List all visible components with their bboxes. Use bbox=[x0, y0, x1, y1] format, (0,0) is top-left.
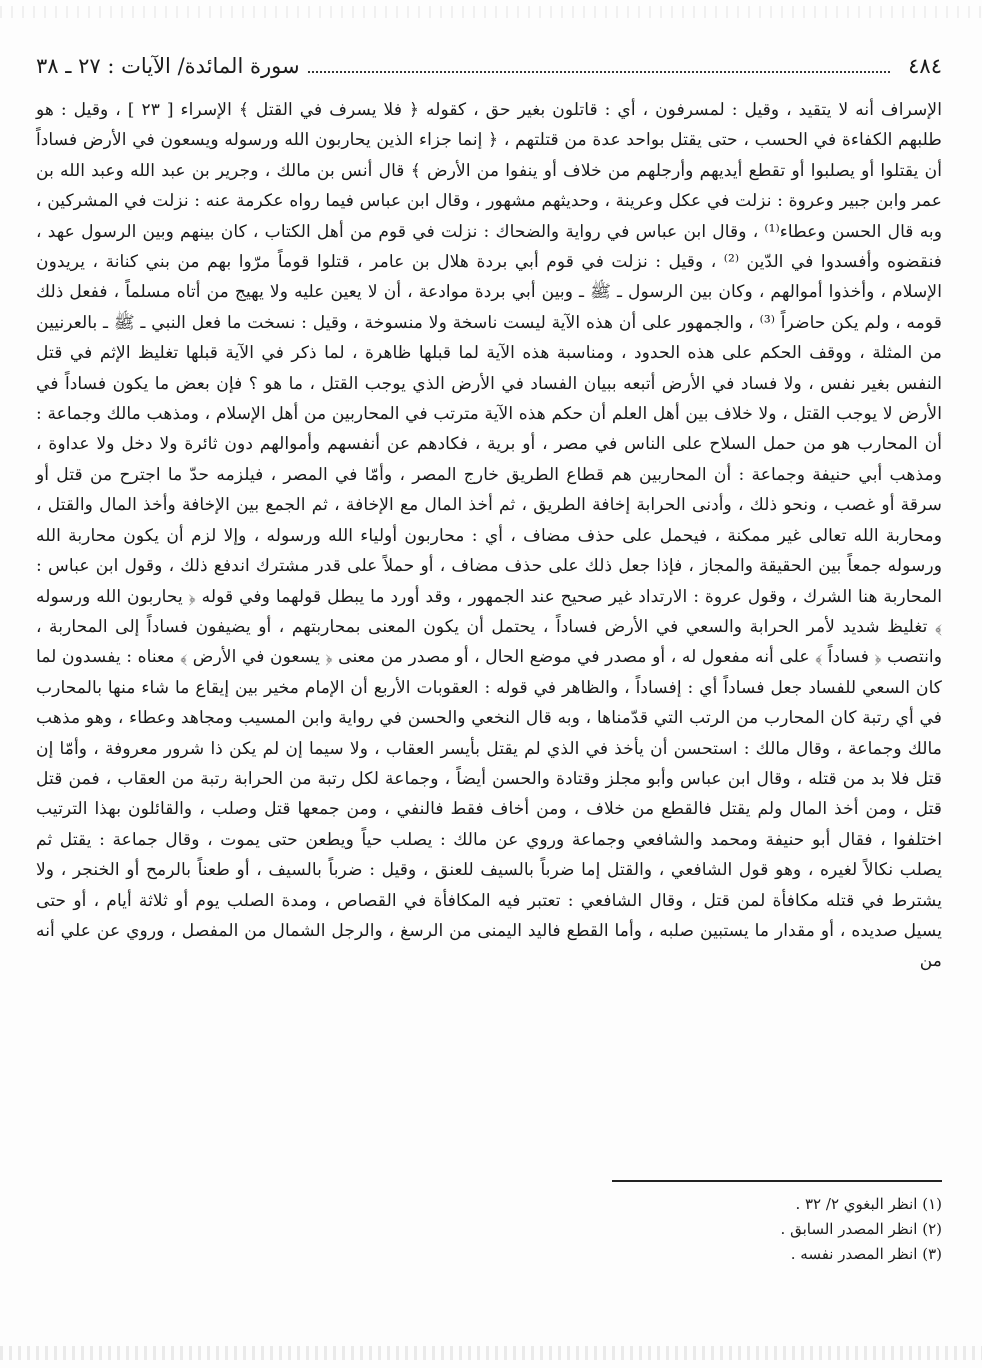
header-dotted-rule bbox=[308, 57, 891, 73]
scan-edge-bottom bbox=[0, 1346, 982, 1360]
main-text bbox=[36, 95, 942, 977]
footnotes bbox=[342, 1192, 942, 1267]
scan-edge-top bbox=[0, 6, 982, 18]
footnote-2: (٢) انظر المصدر السابق . bbox=[780, 1220, 942, 1238]
footnote-separator bbox=[612, 1180, 942, 1182]
footnote-3: (٣) انظر المصدر نفسه . bbox=[790, 1245, 942, 1263]
body-paragraph: الإسراف أنه لا يتقيد ، وقيل : لمسرفون ، أي : قاتلون بغير حق ، كقوله ﴿ فلا يسرف في القتل ﴾ الإسراء [ ٢٣ ] ، وقيل : هو طلبهم الكفاءة في الحسب ، حتى يقتل بواحد عدة من قتلتهم ، ﴿ إنما جزاء الذين يحاربون الله ورسوله ويسعون في الأرض فساداً أن يقتلوا أو يصلبوا أو تقطع أيديهم وأرجلهم من خلاف أو ينفوا من الأرض ﴾ قال أنس بن مالك ، وجرير بن عبد الله وعبد الله بن عمر وابن جبير وعروة : نزلت في عكل وعرينة ، وحديثهم مشهور ، وقال ابن عباس فيما رواه عكرمة عنه : نزلت في المشركين ، وبه قال الحسن وعطاء⁽¹⁾ ، وقال ابن عباس في رواية والضحاك : نزلت في قوم من أهل الكتاب ، كان بينهم وبين الرسول عهد ، فنقضوه وأفسدوا في الدّين ⁽²⁾ ، وقيل : نزلت في قوم أبي بردة هلال بن عامر ، قتلوا قوماً مرّوا بهم من بني كنانة ، يريدون الإسلام ، وأخذوا أموالهم ، وكان بين الرسول ـ ﷺ ـ وبين أبي بردة موادعة ، أن لا يعين عليه ولا يهيج من أتاه مسلماً ، ففعل ذلك قومه ، ولم يكن حاضراً ⁽³⁾ ، والجمهور على أن هذه الآية ليست ناسخة ولا منسوخة ، وقيل : نسخت ما فعل النبي ـ ﷺ ـ بالعرنيين من المثلة ، ووقف الحكم على هذه الحدود ، ومناسبة هذه الآية لما قبلها ظاهرة ، لما ذكر في الآية قبلها تغليظ الإثم في قتل النفس بغير نفس ، ولا فساد في الأرض أتبعه ببيان الفساد في الأرض الذي يوجب القتل ، ما هو ؟ فإن بعض ما يكون فساداً في الأرض لا يوجب القتل ، ولا خلاف بين أهل العلم أن حكم هذه الآية مترتب في المحاربين من أهل الإسلام ، ومذهب مالك وجماعة : أن المحارب هو من حمل السلاح على الناس في مصر ، أو برية ، فكادهم عن أنفسهم وأموالهم دون ثائرة ولا دخل ولا عداوة ، ومذهب أبي حنيفة وجماعة : أن المحاربين هم قطاع الطريق خارج المصر ، وأمّا في المصر ، فيلزمه حدّ ما اجترح من قتل أو سرقة أو غصب ، ونحو ذلك ، وأدنى الحرابة إخافة الطريق ، ثم أخذ المال مع الإخافة ، ثم الجمع بين الإخافة وأخذ المال والقتل ، ومحاربة الله تعالى غير ممكنة ، فيحمل على حذف مضاف ، أي : محاربون أولياء الله ورسوله ، وإلا لزم أن يكون محاربة الله ورسوله جمعاً بين الحقيقة والمجاز ، فإذا جعل ذلك على حذف مضاف ، أو حملاً على قدر مشترك اندفع ذلك ، وقول ابن عباس : المحاربة هنا الشرك ، وقول عروة : الارتداد غير صحيح عند الجمهور ، وقد أورد ما يبطل قولهما وفي قوله ﴿ يحاربون الله ورسوله ﴾ تغليظ شديد لأمر الحرابة والسعي في الأرض فساداً ، يحتمل أن يكون المعنى بمحاربتهم ، أو يضيفون فساداً إلى المحاربة ، وانتصب ﴿ فساداً ﴾ على أنه مفعول له ، أو مصدر في موضع الحال ، أو مصدر من معنى ﴿ يسعون في الأرض ﴾ معناه : يفسدون لما كان السعي للفساد جعل فساداً أي : إفساداً ، والظاهر في قوله : العقوبات الأربع أن الإمام مخير بين إيقاع ما شاء منها بالمحارب في أي رتبة كان المحارب من الرتب التي قدّمناها ، وبه قال النخعي والحسن في رواية وابن المسيب ومجاهد وعطاء ، وهو مذهب مالك وجماعة ، وقال مالك : استحسن أن يأخذ في الذي لم يقتل بأيسر العقاب ، ولا سيما إن لم يكن ذا شرور معروفة ، وأمّا إن قتل فلا بد من قتله ، وقال ابن عباس وأبو مجلز وقتادة والحسن أيضاً ، وجماعة لكل رتبة من الحرابة رتبة من العقاب ، فمن قتل قتل ، ومن أخذ المال ولم يقتل فالقطع من خلاف ، ومن أخاف فقط فالنفي ، ومن جمعها قتل وصلب ، والقائلون بهذا الترتيب اختلفوا ، فقال أبو حنيفة ومحمد والشافعي وجماعة وروي عن مالك : يصلب حياً ويطعن حتى يموت ، وقال جماعة : يقتل ثم يصلب نكالاً لغيره ، وهو قول الشافعي ، والقتل إما ضرباً بالسيف للعنق ، وقيل : ضرباً بالسيف ، أو طعناً بالرمح أو الخنجر ، ولا يشترط في قتله مكافأة لمن قتل ، وقال الشافعي : تعتبر فيه المكافأة في القصاص ، ومدة الصلب يوم أو ثلاثة أيام ، أو حتى يسيل صديده ، أو مقدار ما يستبين صلبه ، وأما القطع فاليد اليمنى من الرسغ ، والرجل الشمال من المفصل ، وروي عن علي أنه من bbox=[36, 100, 943, 972]
running-title: سورة المائدة/ الآيات : ٢٧ ـ ٣٨ bbox=[36, 54, 300, 78]
page-header bbox=[36, 54, 942, 94]
page-number: ٤٨٤ bbox=[908, 54, 942, 78]
footnote-1: (١) انظر البغوي ٢/ ٣٢ . bbox=[795, 1195, 942, 1213]
